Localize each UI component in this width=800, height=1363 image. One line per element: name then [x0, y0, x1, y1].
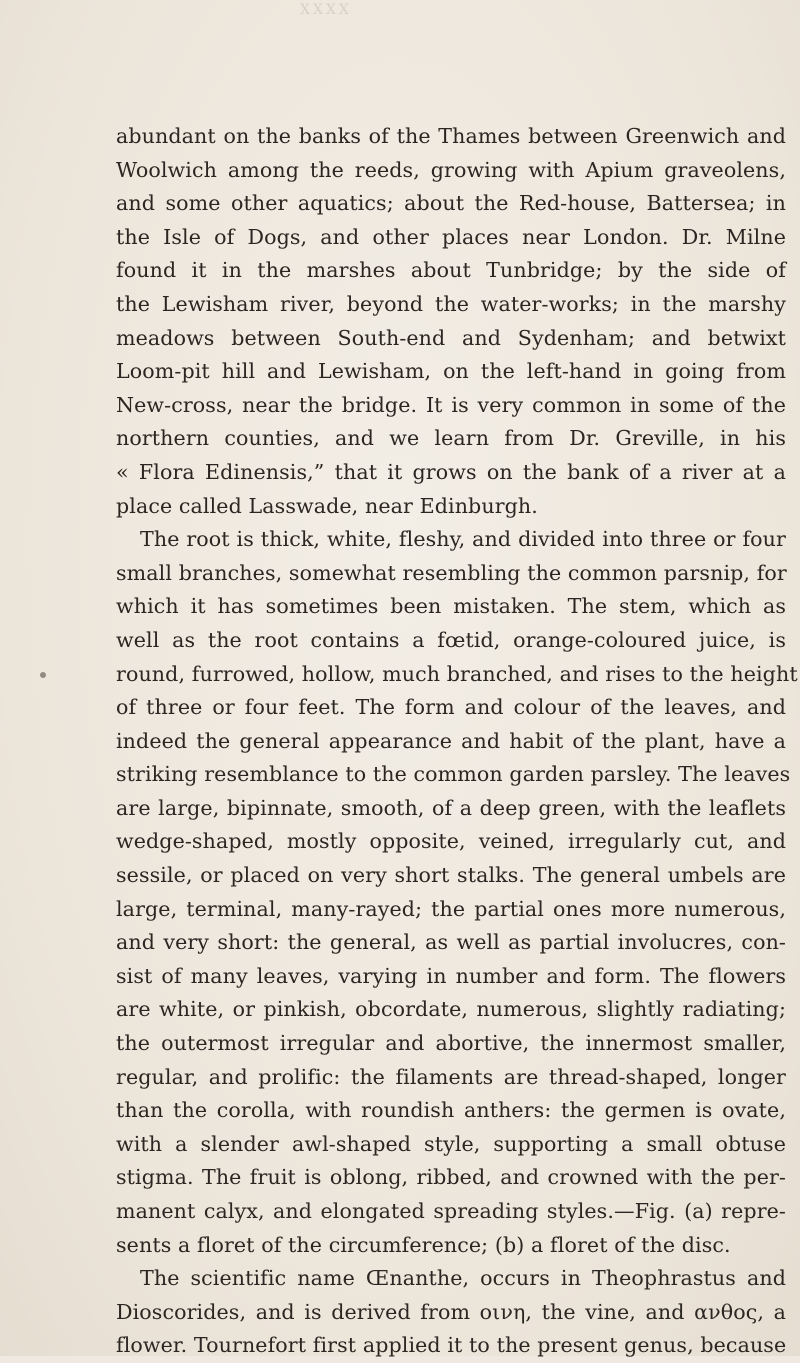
- body-text: [116, 120, 798, 1363]
- text-line: and very short: the general, as well as partial involucres, con-: [116, 930, 786, 955]
- text-line: Loom-pit hill and Lewisham, on the left-hand in going from: [116, 359, 786, 384]
- text-line: The root is thick, white, fleshy, and divided into three or four: [140, 527, 786, 552]
- text-line: of three or four feet. The form and colour of the leaves, and: [116, 695, 786, 720]
- text-line: and some other aquatics; about the Red-house, Battersea; in: [116, 191, 786, 216]
- text-line: New-cross, near the bridge. It is very common in some of the: [116, 392, 786, 417]
- text-line: sessile, or placed on very short stalks. The general umbels are: [116, 863, 786, 888]
- text-line: sents a floret of the circumference; (b) a floret of the disc.: [116, 1232, 731, 1257]
- text-line: place called Lasswade, near Edinburgh.: [116, 493, 538, 518]
- text-line: sist of many leaves, varying in number and form. The flowers: [116, 963, 786, 988]
- text-line: round, furrowed, hollow, much branched, and rises to the height: [116, 661, 798, 686]
- text-line: northern counties, and we learn from Dr. Greville, in his: [116, 426, 786, 451]
- text-line: striking resemblance to the common garden parsley. The leaves: [116, 762, 791, 787]
- paragraph: [116, 523, 798, 1262]
- text-line: abundant on the banks of the Thames between Greenwich and: [116, 124, 786, 148]
- text-line: are white, or pinkish, obcordate, numerous, slightly radiating;: [116, 997, 786, 1022]
- text-line: manent calyx, and elongated spreading styles.—Fig. (a) repre-: [116, 1199, 786, 1223]
- text-line: the Isle of Dogs, and other places near London. Dr. Milne: [116, 224, 786, 249]
- ink-speck: [40, 672, 46, 678]
- text-line: The scientific name Œnanthe, occurs in Theophrastus and: [140, 1266, 786, 1291]
- bleed-through-mark: XXXX: [300, 2, 352, 18]
- text-line: large, terminal, many-rayed; the partial ones more numerous,: [116, 896, 786, 921]
- text-line: flower. Tournefort first applied it to the present genus, because: [116, 1333, 787, 1358]
- text-line: Woolwich among the reeds, growing with Apium graveolens,: [116, 157, 786, 182]
- text-line: well as the root contains a fœtid, orange-coloured juice, is: [116, 627, 786, 652]
- text-line: are large, bipinnate, smooth, of a deep green, with the leaflets: [116, 795, 786, 820]
- text-line: regular, and prolific: the filaments are thread-shaped, longer: [116, 1064, 786, 1089]
- text-line: which it has sometimes been mistaken. The stem, which as: [116, 594, 786, 619]
- paragraph: [116, 120, 786, 523]
- paragraph: [116, 1262, 786, 1363]
- text-line: meadows between South-end and Sydenham; and betwixt: [116, 325, 786, 350]
- text-line: wedge-shaped, mostly opposite, veined, irregularly cut, and: [116, 829, 786, 854]
- text-line: the outermost irregular and abortive, the innermost smaller,: [116, 1031, 786, 1056]
- text-line: than the corolla, with roundish anthers: the germen is ovate,: [116, 1098, 786, 1123]
- text-line: with a slender awl-shaped style, supporting a small obtuse: [116, 1131, 786, 1156]
- text-line: found it in the marshes about Tunbridge; by the side of: [116, 258, 786, 283]
- text-line: stigma. The fruit is oblong, ribbed, and crowned with the per-: [116, 1165, 786, 1190]
- text-line: the Lewisham river, beyond the water-works; in the marshy: [116, 291, 786, 316]
- text-line: « Flora Edinensis,” that it grows on the bank of a river at a: [116, 459, 786, 484]
- text-line: Dioscorides, and is derived from οινη, the vine, and ανθος, a: [116, 1299, 786, 1324]
- text-line: small branches, somewhat resembling the common parsnip, for: [116, 560, 787, 585]
- text-line: indeed the general appearance and habit of the plant, have a: [116, 728, 786, 753]
